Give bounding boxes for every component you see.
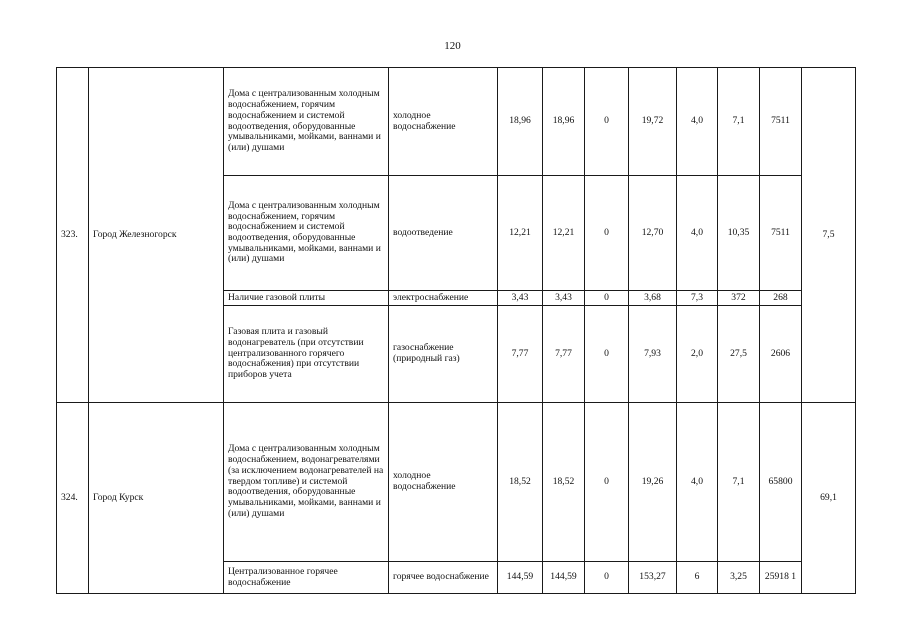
city-name: Город Железногорск (89, 68, 224, 403)
value-cell: 19,26 (629, 403, 677, 562)
value-cell: 0 (585, 562, 629, 594)
value-cell: 18,52 (498, 403, 543, 562)
value-cell: 7,3 (677, 291, 718, 306)
value-cell: 0 (585, 68, 629, 176)
table-row (57, 403, 856, 562)
value-cell: 144,59 (498, 562, 543, 594)
value-cell: 7,77 (498, 306, 543, 403)
table-row (57, 68, 856, 176)
service-cell: холодное водоснабжение (389, 403, 498, 562)
value-cell: 65800 (760, 403, 802, 562)
value-cell: 12,21 (543, 176, 585, 291)
service-cell: водоотведение (389, 176, 498, 291)
value-cell: 7,1 (718, 403, 760, 562)
value-cell: 12,70 (629, 176, 677, 291)
value-cell: 7,93 (629, 306, 677, 403)
value-cell: 4,0 (677, 68, 718, 176)
city-name: Город Курск (89, 403, 224, 594)
value-cell: 18,96 (543, 68, 585, 176)
total-cell: 69,1 (802, 403, 856, 594)
service-cell: электроснабжение (389, 291, 498, 306)
service-cell: газоснабжение (природный газ) (389, 306, 498, 403)
value-cell: 2606 (760, 306, 802, 403)
value-cell: 7511 (760, 68, 802, 176)
row-number: 323. (57, 68, 89, 403)
value-cell: 7,1 (718, 68, 760, 176)
value-cell: 153,27 (629, 562, 677, 594)
description-cell: Централизованное горячее водоснабжение (224, 562, 389, 594)
value-cell: 3,68 (629, 291, 677, 306)
value-cell: 3,25 (718, 562, 760, 594)
value-cell: 18,96 (498, 68, 543, 176)
value-cell: 3,43 (543, 291, 585, 306)
value-cell: 6 (677, 562, 718, 594)
value-cell: 4,0 (677, 176, 718, 291)
value-cell: 2,0 (677, 306, 718, 403)
value-cell: 4,0 (677, 403, 718, 562)
description-cell: Дома с централизованным холодным водоснабжением, водонагревателями (за исключением водонагревателей на твердом топливе) и системой водоотведения, оборудованные умывальниками, мойками, ваннами и (или) душами (224, 403, 389, 562)
value-cell: 7511 (760, 176, 802, 291)
value-cell: 3,43 (498, 291, 543, 306)
value-cell: 19,72 (629, 68, 677, 176)
value-cell: 0 (585, 403, 629, 562)
service-cell: горячее водоснабжение (389, 562, 498, 594)
description-cell: Газовая плита и газовый водонагреватель (при отсутствии централизованного горячего водоснабжения) при отсутствии приборов учета (224, 306, 389, 403)
value-cell: 12,21 (498, 176, 543, 291)
description-cell: Дома с централизованным холодным водоснабжением, горячим водоснабжением и системой водоотведения, оборудованные умывальниками, мойками, ваннами и (или) душами (224, 68, 389, 176)
total-cell: 7,5 (802, 68, 856, 403)
row-number: 324. (57, 403, 89, 594)
value-cell: 27,5 (718, 306, 760, 403)
value-cell: 10,35 (718, 176, 760, 291)
value-cell: 0 (585, 291, 629, 306)
value-cell: 25918 1 (760, 562, 802, 594)
value-cell: 144,59 (543, 562, 585, 594)
tariff-table (56, 67, 856, 594)
value-cell: 7,77 (543, 306, 585, 403)
value-cell: 372 (718, 291, 760, 306)
description-cell: Наличие газовой плиты (224, 291, 389, 306)
page-number: 120 (444, 40, 461, 52)
description-cell: Дома с централизованным холодным водоснабжением, горячим водоснабжением и системой водоотведения, оборудованные умывальниками, мойками, ваннами и (или) душами (224, 176, 389, 291)
value-cell: 0 (585, 176, 629, 291)
value-cell: 18,52 (543, 403, 585, 562)
value-cell: 268 (760, 291, 802, 306)
service-cell: холодное водоснабжение (389, 68, 498, 176)
value-cell: 0 (585, 306, 629, 403)
